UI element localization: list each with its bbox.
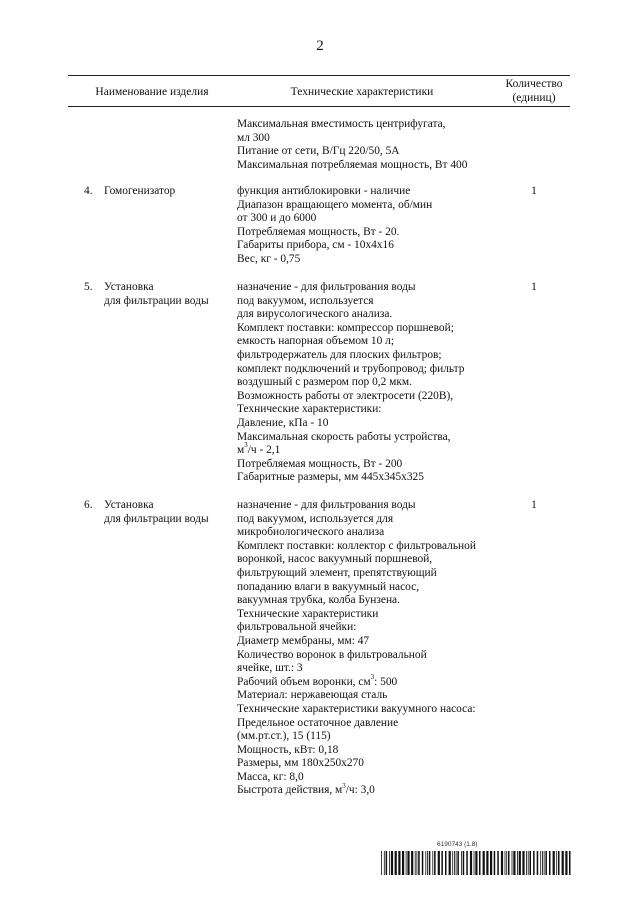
table-top-rule — [68, 75, 570, 76]
spec-line: Диаметр мембраны, мм: 47 — [237, 634, 370, 647]
page-number: 2 — [316, 38, 324, 54]
superscript-3: 3 — [244, 441, 248, 450]
item-name — [104, 185, 175, 199]
spec-line: Комплект поставки: компрессор поршневой; — [237, 321, 454, 334]
spec-line: микробиологического анализа — [237, 526, 385, 539]
header-quantity-column — [494, 77, 574, 105]
spec-line: (мм.рт.ст.), 15 (115) — [237, 730, 331, 743]
unit-prefix: Быстрота действия, м — [237, 784, 343, 797]
spec-line: Давление, кПа - 10 — [237, 416, 329, 429]
superscript-3: 3 — [342, 781, 346, 790]
spec-line: Габаритные размеры, мм 445х345х325 — [237, 471, 424, 484]
spec-line: Максимальная потребляемая мощность, Вт 400 — [237, 158, 468, 171]
item-name-line: Установка — [104, 499, 154, 511]
spec-line: Максимальная скорость работы устройства, — [237, 430, 451, 443]
spec-line: вакуумная трубка, колба Бунзена. — [237, 594, 400, 607]
spec-line: Возможность работы от электросети (220В), — [237, 389, 454, 402]
spec-line-unit — [237, 441, 465, 458]
item-specs — [237, 281, 465, 485]
spec-line-unit — [237, 781, 476, 798]
spec-line: Технические характеристики: — [237, 403, 382, 416]
spec-line: Потребляемая мощность, Вт - 20. — [237, 225, 400, 238]
spec-line: попаданию влаги в вакуумный насос, — [237, 580, 420, 593]
document-id: 6190743 (1.8) — [437, 841, 478, 848]
spec-line: Питание от сети, В/Гц 220/50, 5А — [237, 145, 400, 158]
spec-line: Диапазон вращающего момента, об/мин — [237, 198, 433, 211]
item-name-line: Установка — [104, 281, 154, 293]
spec-line: от 300 и до 6000 — [237, 212, 317, 225]
spec-line: функция антиблокировки - наличие — [237, 185, 411, 197]
spec-line: под вакуумом, используется — [237, 294, 374, 307]
continuation-specs — [237, 118, 467, 172]
spec-line: под вакуумом, используется для — [237, 512, 394, 525]
spec-line: Комплект поставки: коллектор с фильтровальной — [237, 539, 476, 552]
unit-rest: /ч - 2,1 — [247, 444, 281, 457]
item-name — [104, 499, 209, 526]
item-name-line: Гомогенизатор — [104, 185, 176, 197]
item-name-line: для фильтрации воды — [104, 294, 209, 307]
spec-line: Потребляемая мощность, Вт - 200 — [237, 457, 403, 470]
unit-prefix: Рабочий объем воронки, см — [237, 675, 371, 688]
spec-line: емкость напорная объемом 10 л; — [237, 335, 394, 348]
item-number: 5. — [84, 281, 93, 293]
table-header-rule — [68, 106, 570, 107]
item-name — [104, 281, 209, 308]
spec-line: Технические характеристики — [237, 607, 379, 620]
item-specs — [237, 499, 476, 798]
spec-line: назначение - для фильтрования воды — [237, 281, 416, 293]
spec-line: фильтровальной ячейки: — [237, 621, 357, 634]
unit-rest: /ч: 3,0 — [345, 784, 375, 797]
item-quantity: 1 — [531, 499, 537, 511]
item-specs — [237, 185, 432, 267]
spec-line: Мощность, кВт: 0,18 — [237, 743, 339, 756]
spec-line: ячейке, шт.: 3 — [237, 662, 303, 675]
item-quantity: 1 — [531, 281, 537, 293]
header-name-column: Наименование изделия — [95, 86, 209, 98]
spec-line: Размеры, мм 180х250х270 — [237, 757, 364, 770]
spec-line: Габариты прибора, см - 10х4х16 — [237, 239, 394, 252]
spec-line: Материал: нержавеющая сталь — [237, 689, 388, 702]
item-number: 6. — [84, 499, 93, 511]
header-quantity-line1: Количество — [505, 78, 563, 90]
unit-m: м — [237, 444, 245, 457]
spec-line: фильтродержатель для плоских фильтров; — [237, 348, 442, 361]
item-quantity: 1 — [531, 185, 537, 197]
header-quantity-line2: (единиц) — [512, 92, 556, 104]
spec-line: Количество воронок в фильтровальной — [237, 648, 427, 661]
spec-line: назначение - для фильтрования воды — [237, 499, 416, 511]
spec-line: комплект подключений и трубопровод; фильтр — [237, 362, 465, 375]
unit-rest: : 500 — [374, 675, 398, 688]
barcode-icon — [381, 851, 572, 875]
spec-line: Технические характеристики вакуумного насоса: — [237, 702, 476, 715]
spec-line: мл 300 — [237, 131, 270, 144]
spec-line: воздушный с размером пор 0,2 мкм. — [237, 376, 412, 389]
spec-line-unit — [237, 672, 476, 690]
item-name-line: для фильтрации воды — [104, 512, 209, 525]
superscript-3: 3 — [370, 672, 375, 681]
spec-line: Максимальная вместимость центрифугата, — [237, 118, 446, 130]
spec-line: Масса, кг: 8,0 — [237, 770, 304, 783]
spec-line: Предельное остаточное давление — [237, 716, 399, 729]
item-number: 4. — [84, 185, 93, 197]
spec-line: для вирусологического анализа. — [237, 308, 393, 321]
spec-line: Вес, кг - 0,75 — [237, 252, 301, 265]
spec-line: воронкой, насос вакуумный поршневой, — [237, 553, 433, 566]
spec-line: фильтрующий элемент, препятствующий — [237, 566, 437, 579]
header-specs-column: Технические характеристики — [290, 86, 434, 98]
